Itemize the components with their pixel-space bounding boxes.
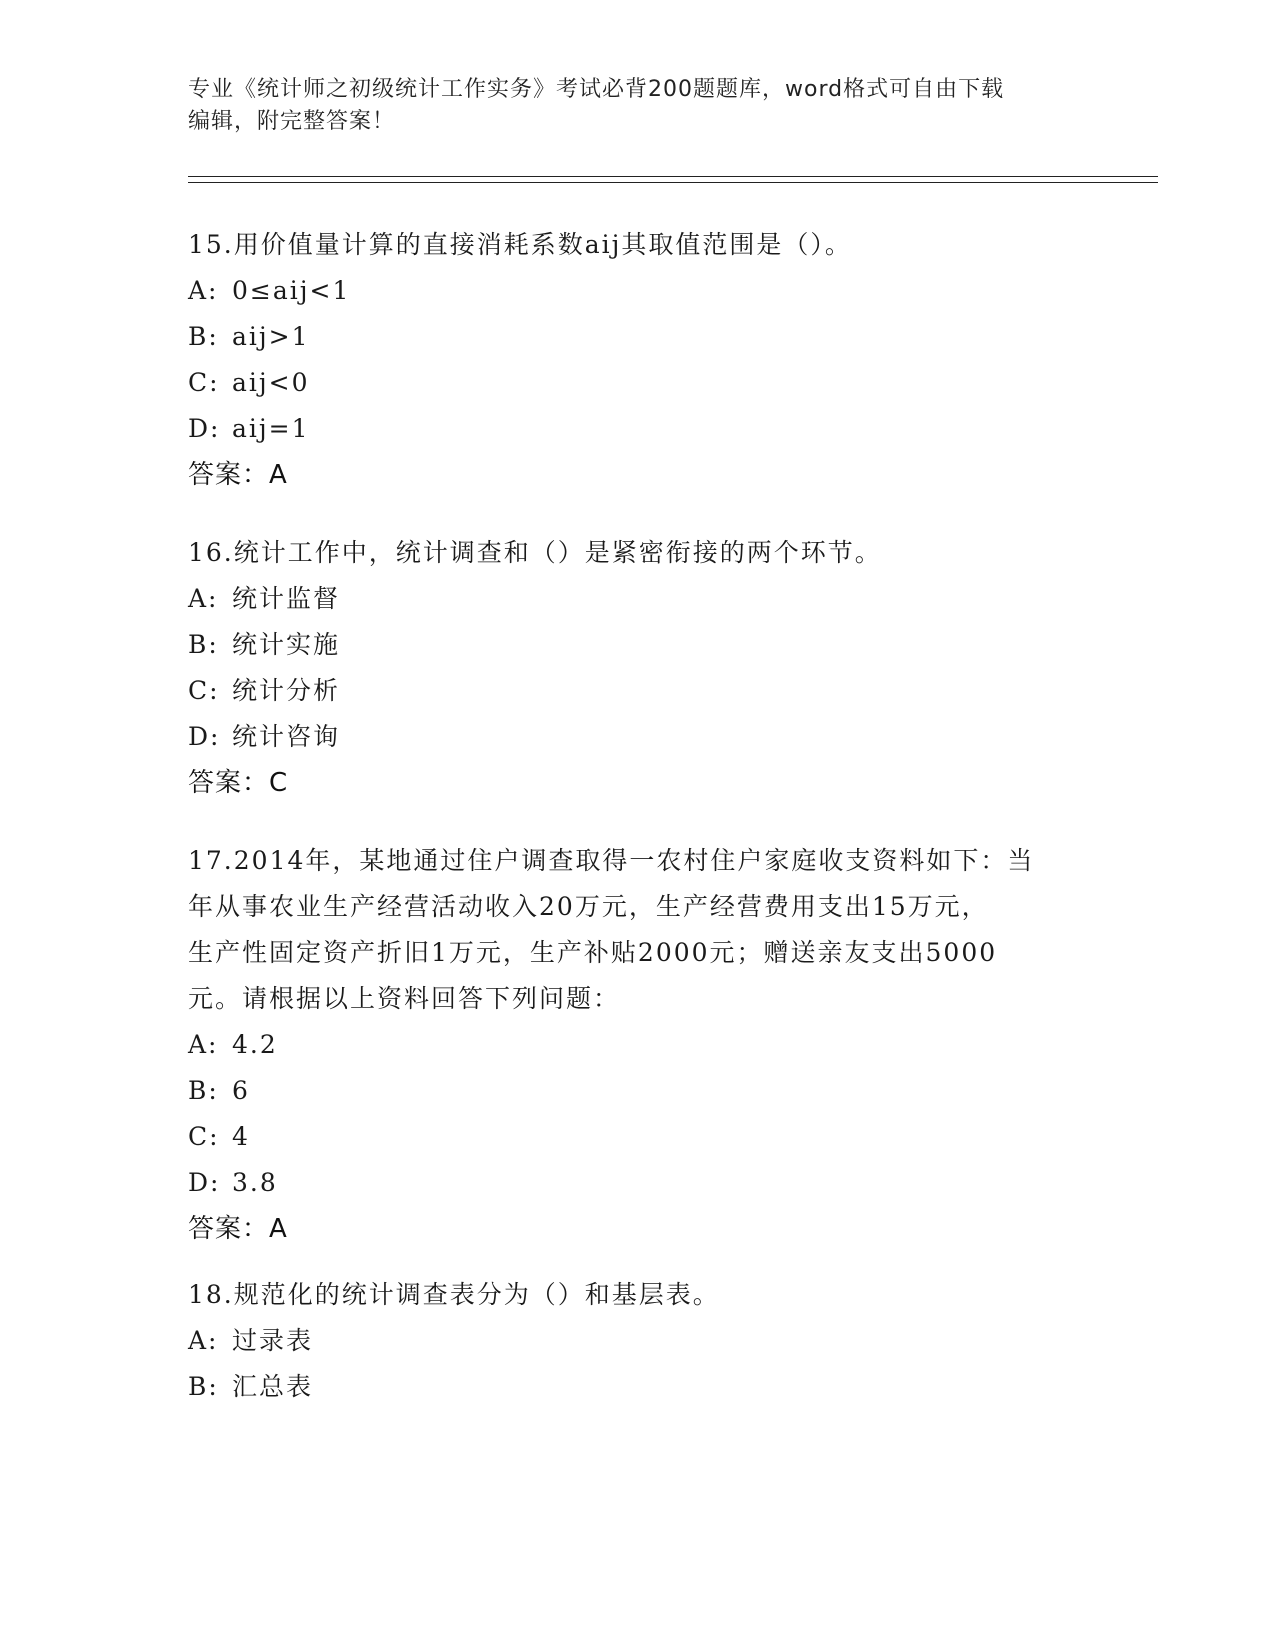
option-letter: B: xyxy=(188,322,219,351)
option-a xyxy=(188,576,1088,622)
option-letter: A: xyxy=(188,584,219,613)
answer-line: 答案：A xyxy=(188,1214,288,1244)
question-stem: 15.用价值量计算的直接消耗系数aij其取值范围是（）。 xyxy=(188,230,852,259)
option-d xyxy=(188,1160,1088,1206)
question-stem-line: 元。请根据以上资料回答下列问题： xyxy=(188,984,621,1013)
option-c xyxy=(188,360,1088,406)
option-d xyxy=(188,714,1088,760)
option-letter: C: xyxy=(188,368,220,397)
option-text: aij<0 xyxy=(232,368,310,397)
option-text: 统计监督 xyxy=(232,584,341,613)
header-line-2: 编辑，附完整答案！ xyxy=(188,109,396,134)
option-letter: D: xyxy=(188,722,221,751)
option-b xyxy=(188,314,1088,360)
option-text: aij>1 xyxy=(232,322,310,351)
option-b xyxy=(188,622,1088,668)
question-17 xyxy=(188,838,1088,1252)
option-text: 统计分析 xyxy=(232,676,341,705)
option-letter: B: xyxy=(188,630,219,659)
option-letter: A: xyxy=(188,276,219,305)
option-b xyxy=(188,1364,1088,1410)
question-stem-line: 年从事农业生产经营活动收入20万元，生产经营费用支出15万元， xyxy=(188,892,989,921)
question-stem: 18.规范化的统计调查表分为（）和基层表。 xyxy=(188,1280,720,1309)
option-text: aij=1 xyxy=(232,414,310,443)
option-letter: C: xyxy=(188,676,220,705)
answer-line: 答案：A xyxy=(188,460,288,490)
option-letter: B: xyxy=(188,1372,219,1401)
question-stem-line: 17.2014年，某地通过住户调查取得一农村住户家庭收支资料如下：当 xyxy=(188,846,1035,875)
option-text: 3.8 xyxy=(232,1168,278,1197)
header-double-rule xyxy=(188,176,1158,183)
question-stem-line: 生产性固定资产折旧1万元，生产补贴2000元；赠送亲友支出5000 xyxy=(188,938,998,967)
option-text: 汇总表 xyxy=(232,1372,314,1401)
question-16 xyxy=(188,530,1088,806)
document-header xyxy=(188,74,1088,138)
option-letter: A: xyxy=(188,1326,219,1355)
question-18 xyxy=(188,1272,1088,1410)
option-letter: A: xyxy=(188,1030,219,1059)
option-text: 0≤aij<1 xyxy=(232,276,351,305)
option-text: 统计咨询 xyxy=(232,722,341,751)
option-text: 6 xyxy=(232,1076,250,1105)
question-stem: 16.统计工作中，统计调查和（）是紧密衔接的两个环节。 xyxy=(188,538,882,567)
option-letter: D: xyxy=(188,1168,221,1197)
option-text: 4 xyxy=(232,1122,250,1151)
option-a xyxy=(188,268,1088,314)
question-15 xyxy=(188,222,1088,498)
option-c xyxy=(188,1114,1088,1160)
option-a xyxy=(188,1318,1088,1364)
option-d xyxy=(188,406,1088,452)
option-b xyxy=(188,1068,1088,1114)
header-line-1: 专业《统计师之初级统计工作实务》考试必背200题题库，word格式可自由下载 xyxy=(188,77,1005,102)
option-letter: D: xyxy=(188,414,221,443)
option-letter: B: xyxy=(188,1076,219,1105)
option-letter: C: xyxy=(188,1122,220,1151)
option-text: 4.2 xyxy=(232,1030,278,1059)
option-c xyxy=(188,668,1088,714)
option-text: 过录表 xyxy=(232,1326,314,1355)
option-a xyxy=(188,1022,1088,1068)
answer-line: 答案：C xyxy=(188,768,289,798)
option-text: 统计实施 xyxy=(232,630,341,659)
